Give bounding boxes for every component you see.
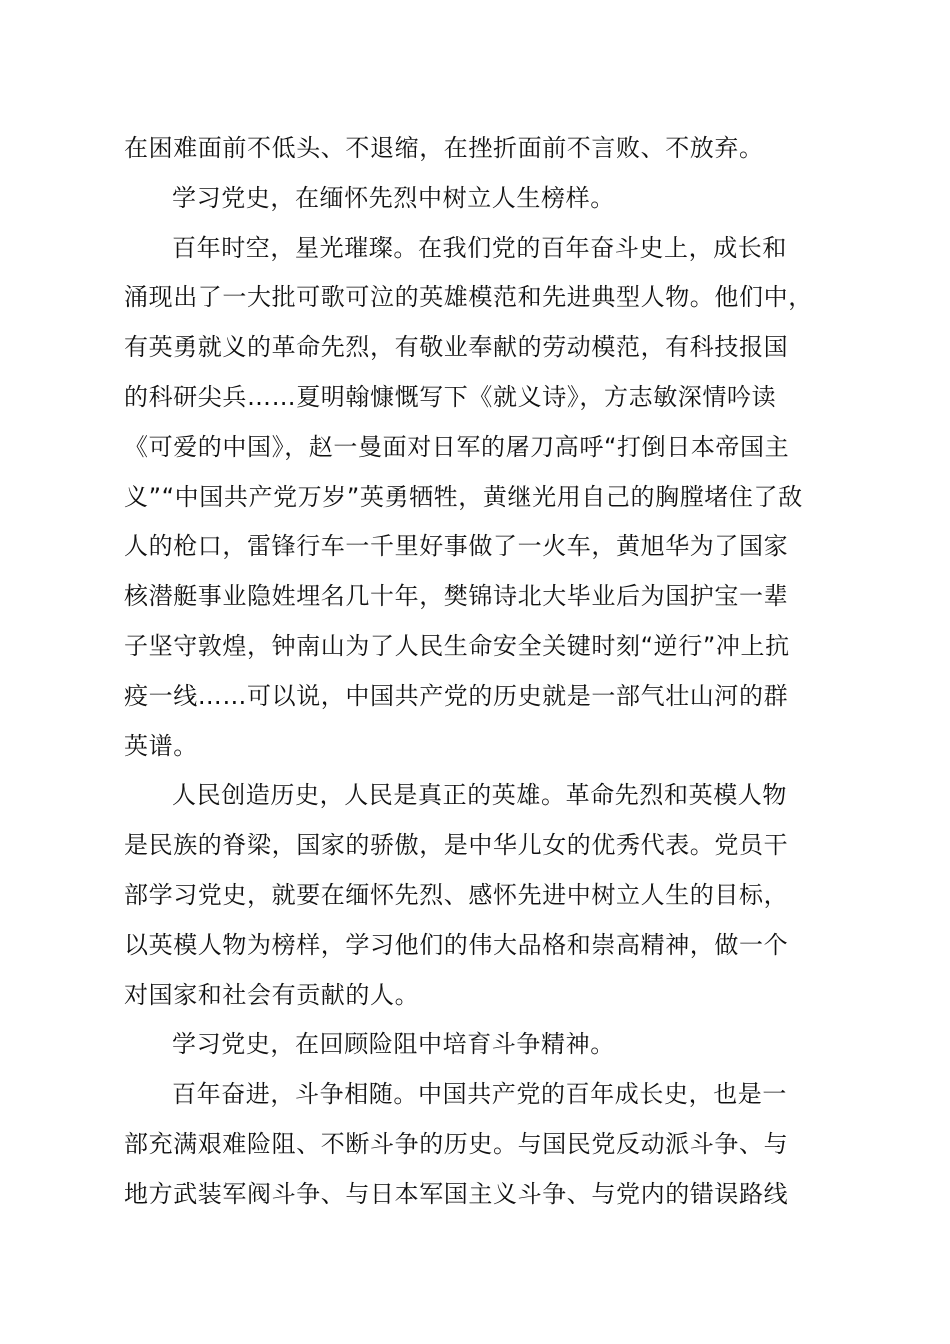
text-line: 部充满艰难险阻、不断斗争的历史。与国民党反动派斗争、与 [124,1129,789,1158]
text-line: 义”“中国共产党万岁”英勇牺牲，黄继光用自己的胸膛堵住了敌 [124,482,803,511]
text-line: 《可爱的中国》，赵一曼面对日军的屠刀高呼“打倒日本帝国主 [124,432,790,461]
text-line: 是民族的脊梁，国家的骄傲，是中华儿女的优秀代表。党员干 [124,831,789,860]
text-line: 英谱。 [124,731,198,760]
text-line: 以英模人物为榜样，学习他们的伟大品格和崇高精神，做一个 [124,930,789,959]
text-line: 疫一线……可以说，中国共产党的历史就是一部气壮山河的群 [124,681,789,710]
section-heading: 学习党史，在缅怀先烈中树立人生榜样。 [172,183,615,212]
text-line: 人的枪口，雷锋行车一千里好事做了一火车，黄旭华为了国家 [124,532,789,561]
text-line: 百年时空，星光璀璨。在我们党的百年奋斗史上，成长和 [172,233,787,262]
text-line: 的科研尖兵……夏明翰慷慨写下《就义诗》，方志敏深情吟读 [124,382,777,411]
text-line: 部学习党史，就要在缅怀先烈、感怀先进中树立人生的目标， [124,880,789,909]
text-line: 在困难面前不低头、不退缩，在挫折面前不言败、不放弃。 [124,134,764,162]
text-line: 对国家和社会有贡献的人。 [124,980,420,1009]
section-heading: 学习党史，在回顾险阻中培育斗争精神。 [172,1030,615,1059]
text-line: 百年奋进，斗争相随。中国共产党的百年成长史，也是一 [172,1080,787,1109]
text-line: 有英勇就义的革命先烈，有敬业奉献的劳动模范，有科技报国 [124,333,789,362]
text-line: 子坚守敦煌，钟南山为了人民生命安全关键时刻“逆行”冲上抗 [124,631,790,660]
text-line: 地方武装军阀斗争、与日本军国主义斗争、与党内的错误路线 [124,1179,789,1208]
text-line: 核潜艇事业隐姓埋名几十年，樊锦诗北大毕业后为国护宝一辈 [124,582,789,611]
text-line: 涌现出了一大批可歌可泣的英雄模范和先进典型人物。他们中， [124,283,813,312]
document-body [124,124,840,1220]
text-line: 人民创造历史，人民是真正的英雄。革命先烈和英模人物 [172,781,787,810]
